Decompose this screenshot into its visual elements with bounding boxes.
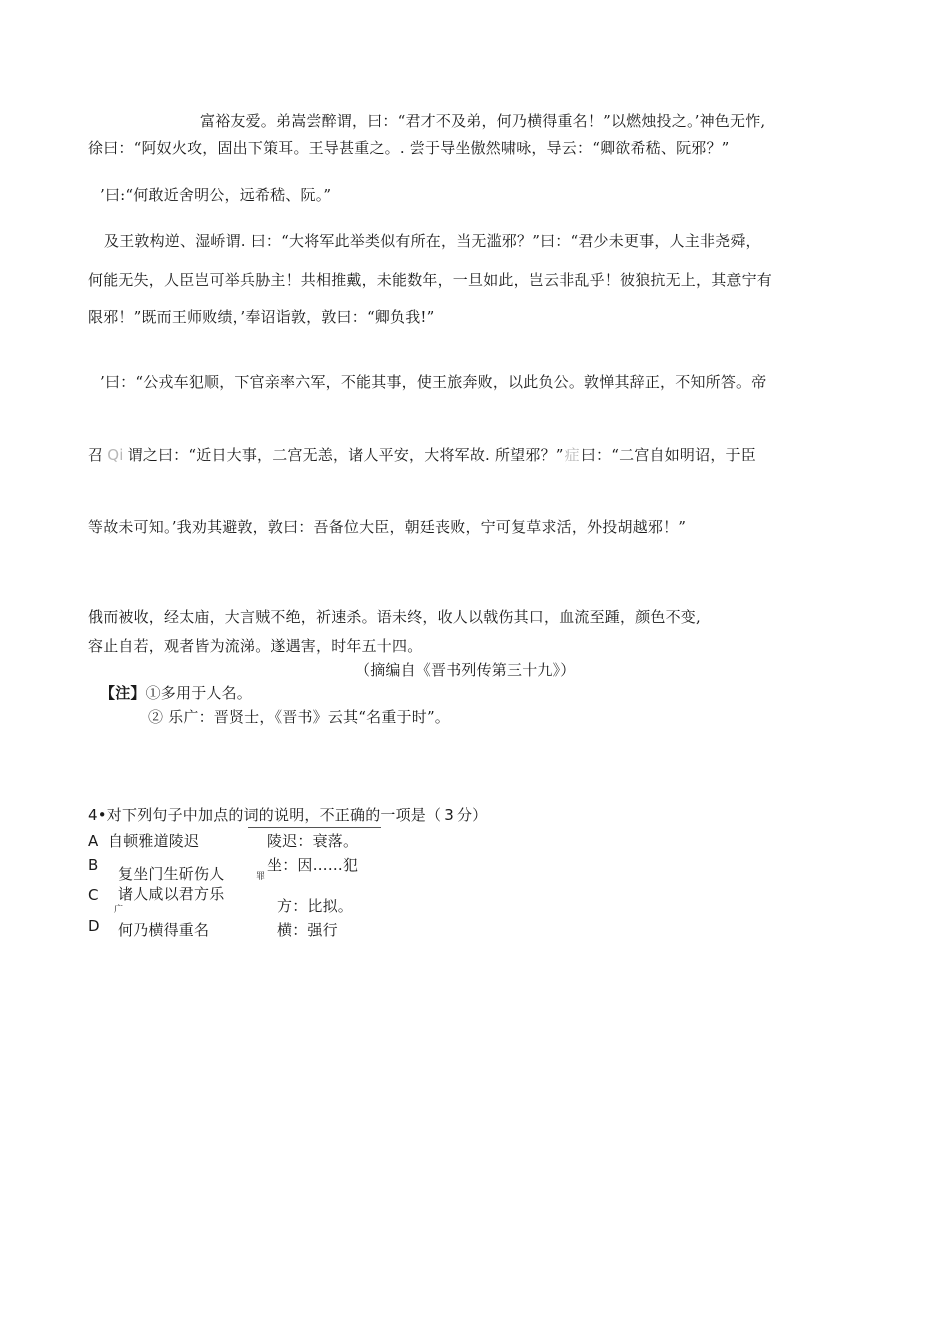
passage-line — [88, 445, 756, 465]
column-rule — [248, 827, 381, 828]
passage-line: 何能无失，人臣岂可举兵胁主！共相推戴，未能数年，一旦如此，岂云非乱乎！彼狼抗无上，其意宁有 — [88, 271, 773, 289]
passage-line: 容止自若，观者皆为流涕。遂遇害，时年五十四。 — [88, 637, 423, 655]
option-a-explanation: 陵迟：衰落。 — [267, 832, 359, 850]
passage-line: 徐曰：“阿奴火攻，固出下策耳。王导甚重之。. 尝于导坐傲然啸咏，导云：“卿欲希嵇、阮邪？” — [88, 139, 730, 157]
question-number: 4• — [88, 806, 107, 824]
passage-line: 等故未可知。’我劝其避敦，敦曰：吾备位大臣，朝廷丧败，宁可复草求活，外投胡越邪！” — [88, 518, 687, 536]
question-stem — [88, 805, 487, 825]
option-d-sentence: 何乃横得重名 — [118, 921, 210, 939]
passage-line: 富裕友爱。弟嵩尝醉谓，曰：“君才不及弟，何乃横得重名！”以燃烛投之。’神色无怍, — [200, 112, 766, 130]
option-b-sentence: 复坐门生斫伤人 — [118, 865, 225, 883]
passage-text: 曰：“二宫自如明诏，于臣 — [580, 446, 756, 464]
passage-text: 谓之曰：“近日大事，二宫无恙，诸人平安，大将军故. 所望邪？” — [127, 446, 564, 464]
option-c-letter: C — [88, 886, 99, 904]
option-b-fragment: 罪 — [256, 872, 266, 882]
note-label: 【注】 — [100, 684, 146, 702]
option-a-sentence: 自顿雅道陵迟 — [108, 832, 200, 850]
option-d-explanation: 横：强行 — [277, 921, 338, 939]
option-b-letter: B — [88, 856, 99, 874]
option-a-letter: A — [88, 832, 99, 850]
option-c-fragment: 广 — [114, 905, 124, 915]
passage-line: ’曰：“公戎车犯顺，下官亲率六军，不能其事，使王旅奔败，以此负公。敦惮其辞正，不知所答。帝 — [100, 373, 767, 391]
option-c-sentence: 诸人咸以君方乐 — [118, 885, 225, 903]
note-line-2: ② 乐广：晋贤士，《晋书》云其“名重于时”。 — [148, 708, 451, 726]
source-citation: （摘编自《晋书列传第三十九》） — [355, 661, 576, 679]
note-line-1 — [100, 683, 252, 703]
passage-line: 俄而被收，经太庙，大言贼不绝，祈速杀。语未终，收人以戟伤其口，血流至踵，颜色不变, — [88, 608, 701, 626]
passage-line: ’曰:“何敢近舍明公，远希嵇、阮。” — [100, 186, 332, 204]
option-b-explanation: 坐：因……犯 — [267, 856, 359, 874]
option-c-explanation: 方：比拟。 — [277, 897, 354, 915]
question-text: 对下列句子中加点的词的说明，不正确的一项是（ — [106, 806, 442, 824]
faint-annotation: Qi — [107, 446, 124, 464]
passage-line: 及王敦构逆、湿峤谓. 曰：“大将军此举类似有所在，当无滥邪？”曰：“君少未更事，人主非尧舜， — [104, 232, 761, 250]
question-points: 3 — [444, 806, 454, 824]
faint-annotation: 症 — [564, 446, 580, 464]
note-text: ①多用于人名。 — [145, 684, 253, 702]
option-d-letter: D — [88, 917, 100, 935]
passage-line: 限邪！”既而王师败绩，’奉诏诣敦，敦曰：“卿负我!” — [88, 308, 435, 326]
question-text-end: 分） — [456, 806, 488, 824]
passage-text: 召 — [88, 446, 104, 464]
